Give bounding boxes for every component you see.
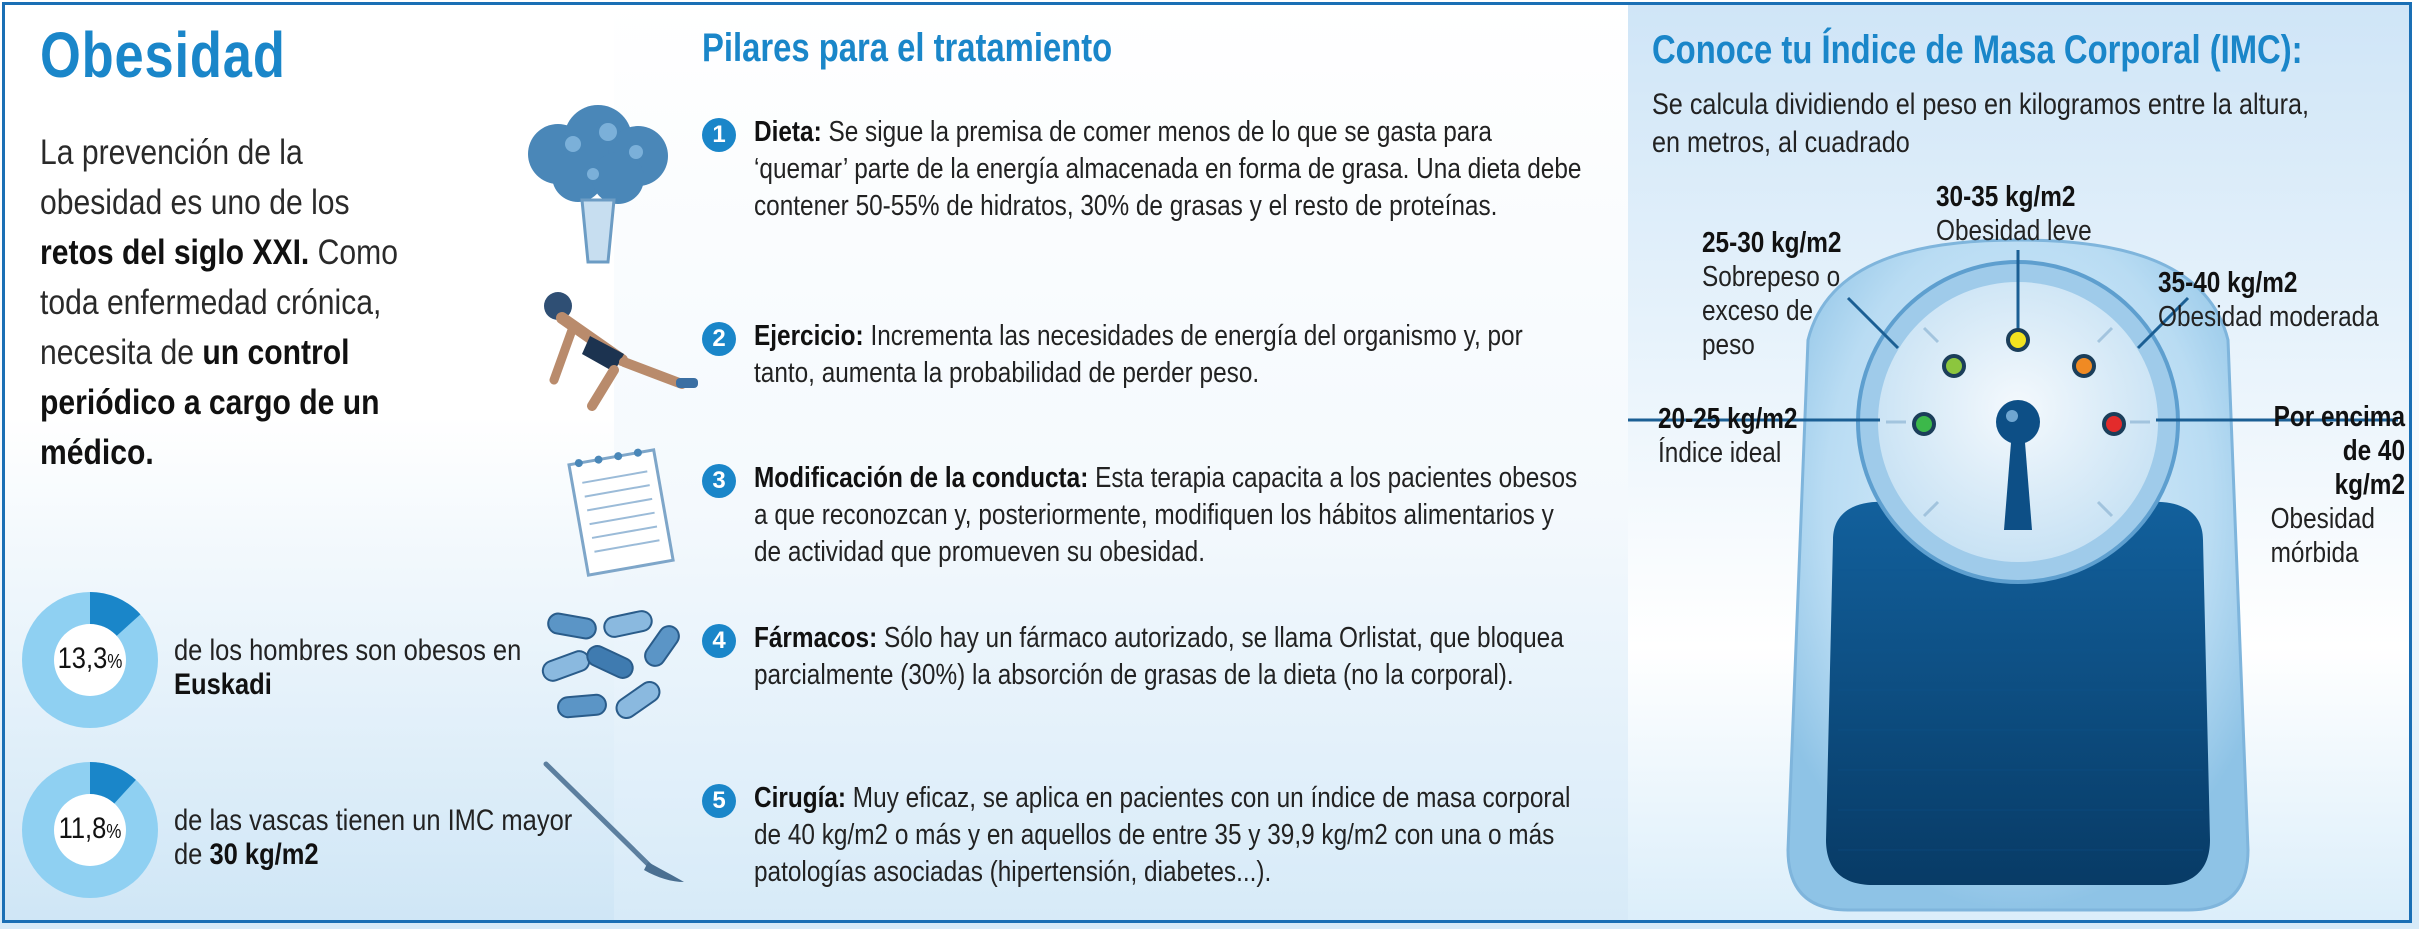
pillar-text-dieta: Dieta: Se sigue la premisa de comer menos de lo que se gasta para ‘quemar’ parte de la energía almacenada en forma de grasa. Una dieta debe contener 50-55% de hidratos, 30% de grasas y el resto de proteínas.: [754, 116, 1582, 222]
intro-bold-1: retos del siglo XXI.: [40, 233, 310, 272]
broccoli-icon: [518, 104, 678, 274]
stat-men-text: de los hombres son obesos en Euskadi: [174, 634, 522, 701]
stat-women-percent: 11,8%: [58, 812, 122, 845]
imc-subtitle: Se calcula dividiendo el peso en kilogramos entre la altura, en metros, al cuadrado: [1652, 88, 2309, 159]
stat-women: [22, 762, 582, 902]
imc-label-morbida: Por encima de 40 kg/m2 Obesidad mórbida: [2270, 401, 2405, 569]
runner-icon: [532, 284, 702, 414]
pillar-text-ejercicio: Ejercicio: Incrementa las necesidades de energía del organismo y, por tanto, aumenta la probabilidad de perder peso.: [754, 320, 1523, 389]
scalpel-icon: [540, 758, 690, 888]
stat-men: [22, 592, 582, 732]
pillar-number-4: 4: [702, 624, 736, 658]
pillar-text-cirugia: Cirugía: Muy eficaz, se aplica en pacientes con un índice de masa corporal de 40 kg/m2 o más y en aquellos de entre 35 y 39,9 kg/m2 con una o más patologías asociadas (hipertensión, diabetes...).: [754, 782, 1571, 888]
dot-moderada: [2074, 356, 2094, 376]
pillar-number-1: 1: [702, 118, 736, 152]
pills-icon: [538, 606, 688, 736]
notepad-icon: [564, 442, 684, 582]
pillar-text-conducta: Modificación de la conducta: Esta terapia capacita a los pacientes obesos a que reconozcan y, posteriormente, modifiquen los hábitos alimentarios y de actividad que promueven su obesidad.: [754, 462, 1578, 568]
pillar-number-5: 5: [702, 784, 736, 818]
imc-label-ideal: 20-25 kg/m2 Índice ideal: [1658, 403, 1798, 469]
main-title: Obesidad: [40, 19, 286, 91]
dot-ideal: [1914, 414, 1934, 434]
intro-text-2: Como toda enfermedad crónica, necesita de: [40, 233, 398, 372]
imc-label-moderada: 35-40 kg/m2 Obesidad moderada: [2158, 267, 2379, 333]
intro-bold-2: un control periódico a cargo de un médico.: [40, 333, 380, 472]
stat-women-text: de las vascas tienen un IMC mayor de 30 kg/m2: [174, 804, 573, 871]
pillar-number-2: 2: [702, 322, 736, 356]
dot-morbida: [2104, 414, 2124, 434]
intro-text-1: La prevención de la obesidad es uno de los: [40, 133, 350, 222]
pillar-number-3: 3: [702, 464, 736, 498]
stat-men-percent: 13,3%: [57, 642, 123, 675]
imc-label-leve: 30-35 kg/m2 Obesidad leve: [1936, 181, 2092, 247]
imc-label-sobrepeso: 25-30 kg/m2 Sobrepeso o exceso de peso: [1702, 227, 1842, 361]
intro-paragraph: [40, 128, 418, 478]
pillars-title: Pilares para el tratamiento: [702, 26, 1113, 70]
imc-title: Conoce tu Índice de Masa Corporal (IMC):: [1652, 28, 2303, 72]
dot-sobrepeso: [1944, 356, 1964, 376]
pillar-text-farmacos: Fármacos: Sólo hay un fármaco autorizado, se llama Orlistat, que bloquea parcialmente (30%) la absorción de grasas de la dieta (no la corporal).: [754, 622, 1564, 691]
dot-leve: [2008, 330, 2028, 350]
